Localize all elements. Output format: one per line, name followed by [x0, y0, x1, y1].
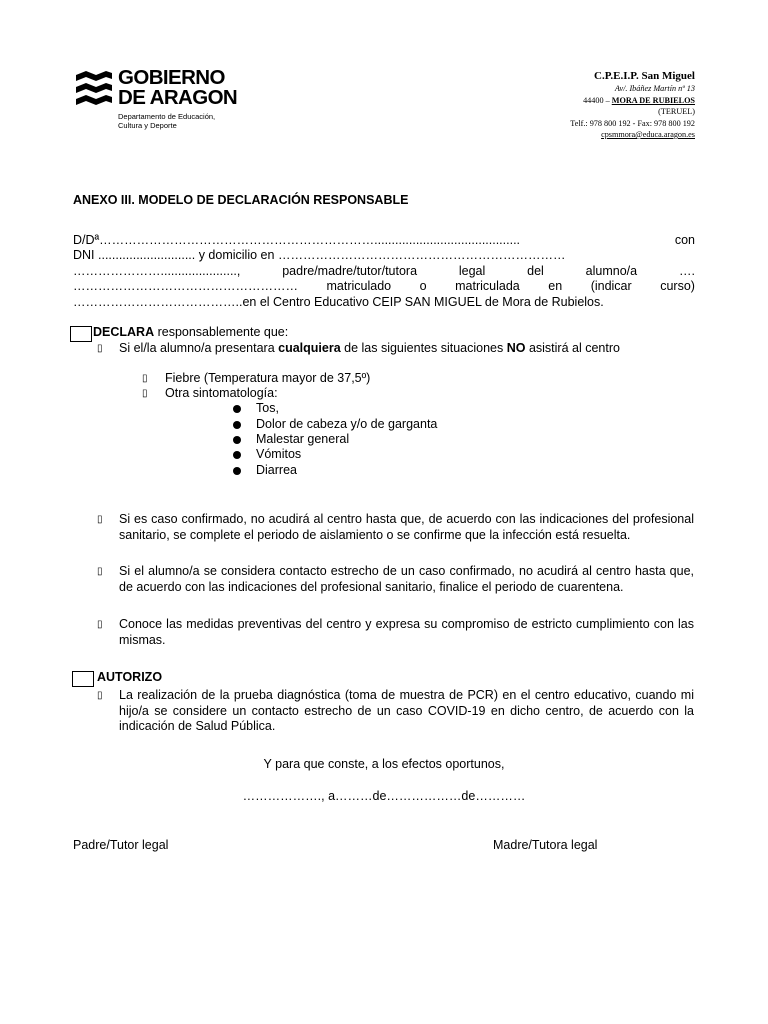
symptom-item: Diarrea — [256, 463, 297, 477]
form-word-alumno: alumno/a — [585, 264, 638, 278]
item-marker-icon: ▯ — [142, 388, 148, 399]
document-title: ANEXO III. MODELO DE DECLARACIÓN RESPONSABLE — [73, 193, 409, 207]
declara-paragraph-1: Si es caso confirmado, no acudirá al centro hasta que, de acuerdo con las indicaciones del profesional sanitario, se complete el periodo de aislamiento o se confirme que la infección está resuelta. — [119, 512, 694, 542]
item-marker-icon: ▯ — [97, 619, 103, 630]
form-name-field[interactable]: ………………………………………………………….......................................... — [99, 233, 521, 247]
item1-text-b: de las siguientes situaciones — [340, 341, 507, 355]
logo-line1: GOBIERNO — [118, 66, 225, 89]
form-word-o: o — [419, 279, 427, 293]
bullet-icon — [233, 436, 241, 444]
school-town-line — [435, 95, 695, 107]
symptom-item: Dolor de cabeza y/o de garganta — [256, 417, 438, 431]
item-marker-icon: ▯ — [97, 566, 103, 577]
sub-item-other: Otra sintomatología: — [165, 386, 278, 400]
symptom-item: Tos, — [256, 401, 279, 415]
item1-text-a: Si el/la alumno/a presentara — [119, 341, 279, 355]
date-place-field[interactable]: ………………., a………de………………de………… — [242, 789, 526, 803]
form-word-indicar: (indicar — [590, 279, 632, 293]
signature-father: Padre/Tutor legal — [73, 838, 169, 852]
item-marker-icon: ▯ — [142, 373, 148, 384]
school-address: Av/. Ibáñez Martín nº 13 — [614, 84, 695, 93]
dept-line2: Cultura y Deporte — [118, 121, 177, 130]
form-student-field[interactable]: …. — [678, 264, 695, 278]
form-dni-field[interactable]: DNI ............................ y domicilio en — [73, 248, 275, 262]
declara-label: DECLARA — [93, 325, 155, 339]
item1-bold-no: NO — [506, 341, 526, 355]
dept-line1: Departamento de Educación, — [118, 112, 216, 121]
form-address-cont[interactable]: …………………......................, — [73, 264, 241, 278]
declara-rest: responsablemente que: — [154, 325, 289, 339]
item-marker-icon: ▯ — [97, 514, 103, 525]
declara-paragraph-2: Si el alumno/a se considera contacto estrecho de un caso confirmado, no acudirá al centro hasta que, de acuerdo con las indicaciones del profesional sanitario, finalice el periodo de cuarentena. — [119, 564, 694, 594]
form-word-legal: legal — [458, 264, 486, 278]
form-line-enrolled — [73, 279, 695, 295]
autorizo-paragraph: La realización de la prueba diagnóstica (toma de muestra de PCR) en el centro educativo, cuando mi hijo/a se considere un contacto estrecho de un caso COVID-19 en dicho centro, de acuerdo con la indicación de Salud Pública. — [119, 688, 694, 733]
closing-sentence: Y para que conste, a los efectos oportunos, — [263, 757, 505, 771]
bullet-icon — [233, 405, 241, 413]
bullet-icon — [233, 451, 241, 459]
school-town: MORA DE RUBIELOS — [611, 95, 695, 105]
logo-wordmark — [118, 68, 237, 108]
form-word-matriculada: matriculada — [455, 279, 520, 293]
item1-bold-cualquiera: cualquiera — [278, 341, 341, 355]
bullet-icon — [233, 421, 241, 429]
aragon-stripes-icon — [74, 70, 114, 110]
form-word-matriculado: matriculado — [326, 279, 392, 293]
autorizo-checkbox[interactable] — [72, 671, 94, 687]
item-marker-icon: ▯ — [97, 690, 103, 701]
form-address-field[interactable]: …………………………………………………………… — [277, 248, 566, 262]
form-line-center: …………………………………..en el Centro Educativo CEIP SAN MIGUEL de Mora de Rubielos. — [73, 295, 604, 309]
gobierno-aragon-logo — [74, 68, 244, 138]
symptom-item: Vómitos — [256, 447, 302, 461]
bullet-icon — [233, 467, 241, 475]
form-word-en: en — [548, 279, 563, 293]
form-word-del: del — [527, 264, 544, 278]
logo-line2: DE ARAGON — [118, 86, 238, 109]
symptom-item: Malestar general — [256, 432, 350, 446]
school-postal: 44400 – — [583, 95, 610, 105]
form-student-name-field[interactable]: ……………………………………………… — [73, 279, 298, 293]
form-line-dni — [73, 248, 695, 264]
form-word-curso: curso) — [660, 279, 695, 293]
form-line-name — [73, 233, 695, 249]
declara-heading — [93, 325, 288, 341]
autorizo-label: AUTORIZO — [97, 670, 163, 684]
logo-department — [118, 112, 215, 130]
declara-item-1 — [119, 341, 620, 357]
school-header — [435, 70, 695, 141]
school-province: (TERUEL) — [658, 107, 695, 116]
school-name: C.P.E.I.P. San Miguel — [594, 70, 695, 82]
form-line-parent — [73, 264, 695, 280]
item1-text-c: asistirá al centro — [525, 341, 620, 355]
declara-checkbox[interactable] — [70, 326, 92, 342]
school-email: cpsmmora@educa.aragon.es — [601, 130, 695, 139]
form-label-dd: D/Dª — [73, 233, 100, 247]
item-marker-icon: ▯ — [97, 343, 103, 354]
declara-paragraph-3: Conoce las medidas preventivas del centro y expresa su compromiso de estricto cumplimiento con las mismas. — [119, 617, 694, 647]
sub-item-fever: Fiebre (Temperatura mayor de 37,5º) — [165, 371, 371, 385]
form-label-con: con — [674, 233, 695, 247]
school-phones: Telf.: 978 800 192 - Fax: 978 800 192 — [570, 118, 695, 128]
signature-mother: Madre/Tutora legal — [493, 838, 598, 852]
form-role: padre/madre/tutor/tutora — [282, 264, 418, 278]
